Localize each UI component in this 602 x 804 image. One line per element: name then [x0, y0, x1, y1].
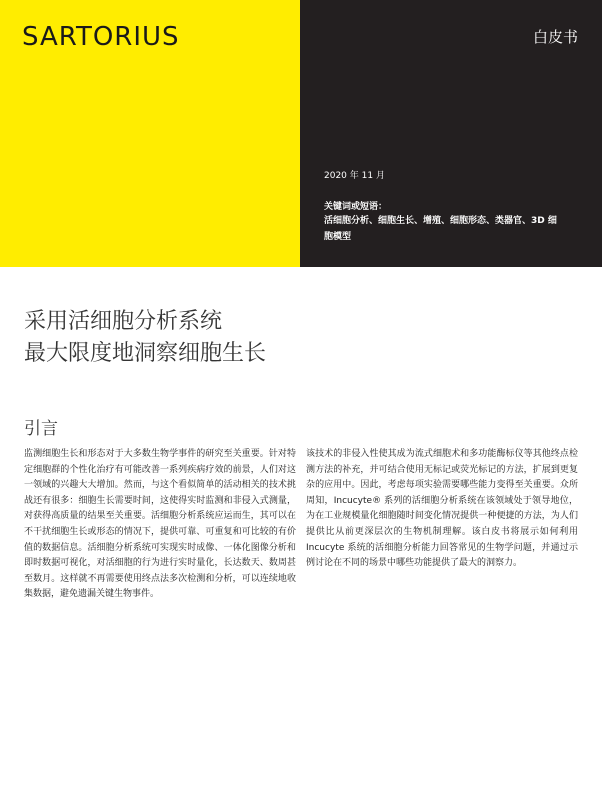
- title-line-1: 采用活细胞分析系统: [24, 309, 223, 334]
- publication-date: 2020 年 11 月: [324, 171, 385, 181]
- header-yellow-panel: [0, 0, 300, 267]
- body-column-right: 该技术的非侵入性使其成为流式细胞术和多功能酶标仪等其他终点检测方法的补充，并可结合使用无标记或荧光标记的方法，扩展到更复杂的应用中。因此，考虑每项实验需要哪些能力变得至关重要。众所周知，Incucyte® 系列的活细胞分析系统在该领域处于领导地位，为在工业规模量化细胞随时间变化情况提供一种便捷的方法，为人们提供比从前更深层次的生物机制理解。该白皮书将展示如何利用 Incucyte 系统的活细胞分析能力回答常见的生物学问题，并通过示例讨论在不同的场景中哪些功能提供了最大的洞察力。: [306, 449, 578, 569]
- section-heading-introduction: 引言: [24, 419, 58, 439]
- body-column-left: 监测细胞生长和形态对于大多数生物学事件的研究至关重要。针对特定细胞群的个性化治疗有可能改善一系列疾病疗效的前景，人们对这一领域的兴趣大大增加。然而，与这个看似简单的活动相关的技术挑战还有很多：细胞生长需要时间，这使得实时监测和非侵入式测量，对获得高质量的结果至关重要。活细胞分析系统应运而生，其可以在不干扰细胞生长或形态的情况下，提供可靠、可重复和可比较的有价值的数据信息。活细胞分析系统可实现实时成像、一体化图像分析和即时数据可视化，对活细胞的行为进行实时量化，长达数天、数周甚至数月。这样就不再需要使用终点法多次检测和分析，可以连续地收集数据，避免遗漏关键生物事件。: [24, 449, 296, 600]
- keywords-label: 关键词或短语：: [324, 202, 388, 212]
- sartorius-logo: SARTORIUS: [22, 22, 180, 52]
- page-title: [24, 306, 564, 370]
- keywords-text: 活细胞分析、细胞生长、增殖、细胞形态、类器官、3D 细胞模型: [324, 216, 557, 242]
- document-type-label: 白皮书: [532, 28, 578, 46]
- title-line-2: 最大限度地洞察细胞生长: [24, 341, 267, 366]
- header-dark-panel: [300, 0, 602, 267]
